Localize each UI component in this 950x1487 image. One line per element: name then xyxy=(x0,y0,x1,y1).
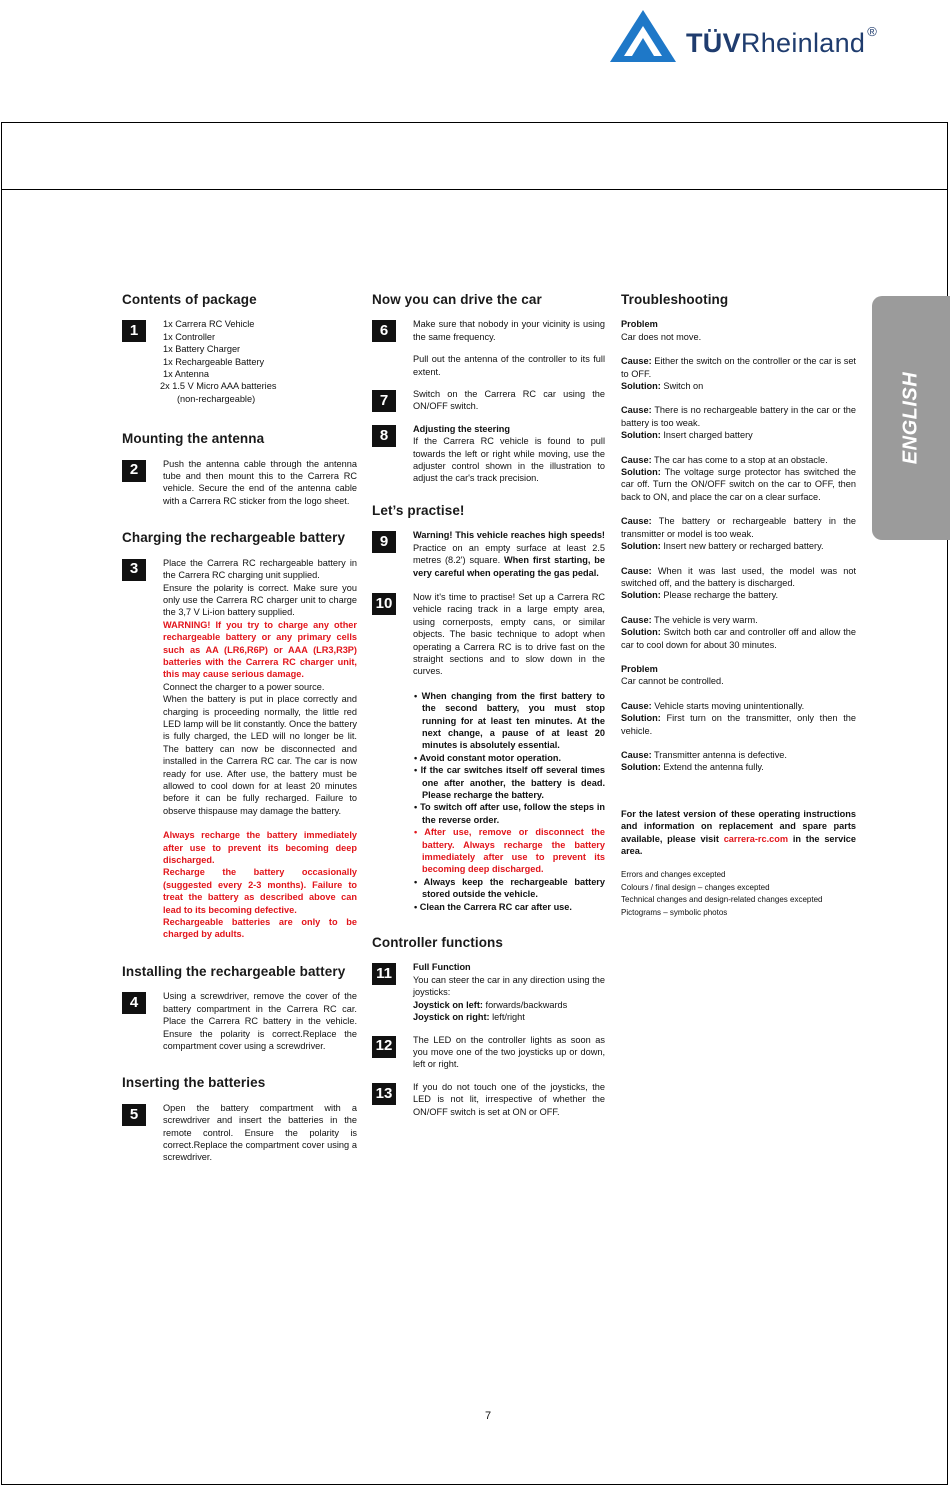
step-text: When the battery is put in place correctly and charging is proceeding normally, the little red LED lamp will be lit constantly. Once the battery is fully charged, the LED will no longer be lit. The battery can now be disconnected and installed in the Carrera RC car. The car is now ready for use. After use, the battery must be allowed to cool down for at least 20 minutes before it can be fully recharged. Failure to observe thispause may damage the battery. xyxy=(163,694,357,816)
list-item: 1x Antenna xyxy=(163,369,209,380)
step-3 xyxy=(122,557,357,941)
step-9 xyxy=(372,529,605,579)
frame-divider xyxy=(2,189,947,190)
step-text: Now it's time to practise! Set up a Carrera RC vehicle racing track in a large empty area, using cornerposts, empty cans, or similar objects. The basic technique to adopt when operating a Carrera RC is to drive fast on the straight sections and to slow down in the curves. xyxy=(413,591,605,677)
list-item: • Avoid constant motor operation. xyxy=(414,752,561,763)
step-8 xyxy=(372,423,605,485)
problem-text: Car cannot be controlled. xyxy=(621,676,724,687)
troubleshooting-list xyxy=(621,318,856,919)
section-title-practise: Let’s practise! xyxy=(372,502,465,518)
step-text: If you do not touch one of the joysticks, the LED is not lit, irrespective of whether the ON/OFF switch is set at ON or OFF. xyxy=(413,1081,605,1117)
step-number: 10 xyxy=(372,593,396,615)
step-text: Make sure that nobody in your vicinity is using the same frequency. xyxy=(413,319,605,342)
step-1 xyxy=(122,318,357,405)
step-4 xyxy=(122,990,357,1052)
step-12 xyxy=(372,1034,605,1071)
step-text: The LED on the controller lights as soon as you move one of the two joysticks up or down, left or right. xyxy=(413,1034,605,1070)
step-10 xyxy=(372,591,605,678)
step-heading: Full Function xyxy=(413,962,471,973)
fine-print: Colours / final design – changes excepted xyxy=(621,882,770,892)
column-left xyxy=(122,294,357,1164)
step-number: 9 xyxy=(372,531,396,553)
solution-1: Solution: Switch on xyxy=(621,381,704,392)
problem-label: Problem xyxy=(621,663,658,674)
step-number: 12 xyxy=(372,1036,396,1058)
list-item: 1x Carrera RC Vehicle xyxy=(163,319,255,330)
tuv-logo xyxy=(610,8,920,64)
step-number: 3 xyxy=(122,559,146,581)
practise-bullets xyxy=(413,690,605,913)
warning-heading: Warning! This vehicle reaches high speeds! xyxy=(413,530,605,541)
service-link[interactable]: carrera-rc.com xyxy=(723,833,789,844)
fine-print: Pictograms – symbolic photos xyxy=(621,907,728,917)
step-text: Place the Carrera RC rechargeable battery in the Carrera RC charging unit supplied. xyxy=(163,557,357,581)
cause-4: Cause: The battery or rechargeable battery in the transmitter or model is too weak. xyxy=(621,516,856,539)
cause-6: Cause: The vehicle is very warm. xyxy=(621,614,758,625)
problem-label: Problem xyxy=(621,319,658,330)
section-title-contents: Contents of package xyxy=(122,292,257,307)
step-5 xyxy=(122,1102,357,1164)
section-title-charging: Charging the rechargeable battery xyxy=(122,530,346,546)
cause-2: Cause: There is no rechargeable battery in the car or the battery is too weak. xyxy=(621,405,856,428)
list-item: 1x Rechargeable Battery xyxy=(163,356,265,367)
step-number: 4 xyxy=(122,992,146,1014)
step-number: 8 xyxy=(372,425,396,447)
list-item: • When changing from the first battery to the second battery, you must stop running for at least ten minutes. At the next change, a pause of at least 20 minutes is absolutely essential. xyxy=(414,690,605,751)
cause-7: Cause: Vehicle starts moving unintentionally. xyxy=(621,700,805,711)
solution-3: Solution: The voltage surge protector has switched the car off. Turn the ON/OFF switch on the car to OFF, then back to ON, and place the car on a clear surface. xyxy=(621,467,857,502)
solution-5: Solution: Please recharge the battery. xyxy=(621,590,779,601)
triangle-logo-icon xyxy=(610,8,680,64)
column-right xyxy=(621,294,856,919)
step-number: 13 xyxy=(372,1083,396,1105)
step-text: Connect the charger to a power source. xyxy=(163,681,325,692)
language-tab xyxy=(872,296,950,540)
section-title-installing: Installing the rechargeable battery xyxy=(122,963,346,979)
step-text: Using a screwdriver, remove the cover of the battery compartment in the Carrera RC car. Place the Carrera RC battery in the vehicle. Ensure the polarity is correct.Replace the compartment cover using a screwdriver. xyxy=(163,991,357,1051)
step-text: Ensure the polarity is correct. Make sure you only use the Carrera RC charger unit to charge the 3,7 V Li-ion battery supplied. xyxy=(163,582,357,618)
step-number: 7 xyxy=(372,390,396,412)
list-item: • If the car switches itself off several times one after another, the battery is dead. Please recharge the battery. xyxy=(414,765,605,800)
warning-text: Rechargeable batteries are only to be charged by adults. xyxy=(163,917,357,940)
step-2 xyxy=(122,458,357,508)
fine-print: Errors and changes excepted xyxy=(621,870,726,880)
step-6 xyxy=(372,318,605,378)
page-number: 7 xyxy=(484,1410,492,1422)
step-13 xyxy=(372,1081,605,1118)
list-item: • To switch off after use, follow the steps in the reverse order. xyxy=(414,802,605,825)
joystick-left: Joystick on left: forwards/backwards xyxy=(413,999,568,1010)
section-title-controller: Controller functions xyxy=(372,935,503,951)
step-text: Practice on an empty surface at least 2.5 metres (8.2') square. xyxy=(413,542,605,566)
package-list xyxy=(160,318,357,405)
cause-3: Cause: The car has come to a stop at an obstacle. xyxy=(621,454,828,465)
step-text: Switch on the Carrera RC car using the ON/OFF switch. xyxy=(413,389,605,412)
list-item-note: (non-rechargeable) xyxy=(177,393,256,404)
step-number: 6 xyxy=(372,320,396,342)
section-title-inserting: Inserting the batteries xyxy=(122,1075,266,1091)
joystick-right: Joystick on right: left/right xyxy=(413,1012,525,1023)
cause-1: Cause: Either the switch on the controller or the car is set to OFF. xyxy=(621,356,856,379)
step-text: You can steer the car in any direction using the joysticks: xyxy=(413,974,605,998)
cause-8: Cause: Transmitter antenna is defective. xyxy=(621,749,787,760)
step-7 xyxy=(372,388,605,413)
step-number: 1 xyxy=(122,320,146,342)
solution-4: Solution: Insert new battery or recharged battery. xyxy=(621,541,824,552)
step-number: 2 xyxy=(122,460,146,482)
warning-text: Always recharge the battery immediately after use to prevent its becoming deep discharged. xyxy=(163,830,357,866)
section-title-troubleshooting: Troubleshooting xyxy=(621,292,729,307)
list-item: • After use, remove or disconnect the battery. Always recharge the battery immediately after use to prevent its becoming deep discharged. xyxy=(414,827,605,875)
step-number: 5 xyxy=(122,1104,146,1126)
solution-7: Solution: First turn on the transmitter, only then the vehicle. xyxy=(621,713,856,736)
problem-text: Car does not move. xyxy=(621,331,702,342)
list-item: 2x 1.5 V Micro AAA batteries xyxy=(160,381,277,392)
latest-version-note: For the latest version of these operating instructions and information on replacement and spare parts available, please visit carrera-rc.com in the service area. xyxy=(621,808,856,856)
cause-5: Cause: When it was last used, the model was not switched off, and the battery is discharged. xyxy=(621,565,856,588)
column-middle xyxy=(372,294,605,1118)
logo-wordmark: TÜVRheinland ® xyxy=(686,24,878,58)
step-text: If the Carrera RC vehicle is found to pull towards the left or right while moving, use the adjuster control shown in the illustration to adjust the car's track precision. xyxy=(413,436,605,484)
fine-print: Technical changes and design-related changes excepted xyxy=(621,895,823,905)
step-11 xyxy=(372,961,605,1023)
warning-text: WARNING! If you try to charge any other rechargeable battery or any primary cells such as AA (LR6,R6P) or AAA (LR3,R3P) batteries with the Carrera RC charger unit, this may cause serious damage. xyxy=(163,619,357,680)
section-title-antenna: Mounting the antenna xyxy=(122,431,265,447)
warning-text: Recharge the battery occasionally (suggested every 2-3 months). Failure to treat the battery as described above can lead to its becoming defective. xyxy=(163,867,357,915)
step-text: Push the antenna cable through the antenna tube and then mount this to the Carrera RC vehicle. Secure the end of the antenna cable with a Carrera RC sticker from the logo sheet. xyxy=(163,458,357,506)
list-item: 1x Battery Charger xyxy=(163,344,241,355)
list-item: • Always keep the rechargeable battery stored outside the vehicle. xyxy=(414,876,605,900)
step-heading: Adjusting the steering xyxy=(413,423,510,434)
solution-6: Solution: Switch both car and controller off and allow the car to cool down for about 30 minutes. xyxy=(621,627,856,650)
step-text-bold: When first starting, be very careful when operating the gas pedal. xyxy=(413,555,605,578)
language-tab-label: ENGLISH xyxy=(899,371,922,465)
step-text: Open the battery compartment with a screwdriver and insert the batteries in the remote control. Ensure the polarity is correct.Replace the compartment cover using a screwdriver. xyxy=(163,1102,357,1163)
solution-2: Solution: Insert charged battery xyxy=(621,430,753,441)
list-item: 1x Controller xyxy=(163,331,216,342)
solution-8: Solution: Extend the antenna fully. xyxy=(621,762,764,773)
section-title-drive: Now you can drive the car xyxy=(372,292,542,307)
step-number: 11 xyxy=(372,963,396,985)
step-text: Pull out the antenna of the controller to its full extent. xyxy=(413,354,605,377)
list-item: • Clean the Carrera RC car after use. xyxy=(414,901,572,912)
